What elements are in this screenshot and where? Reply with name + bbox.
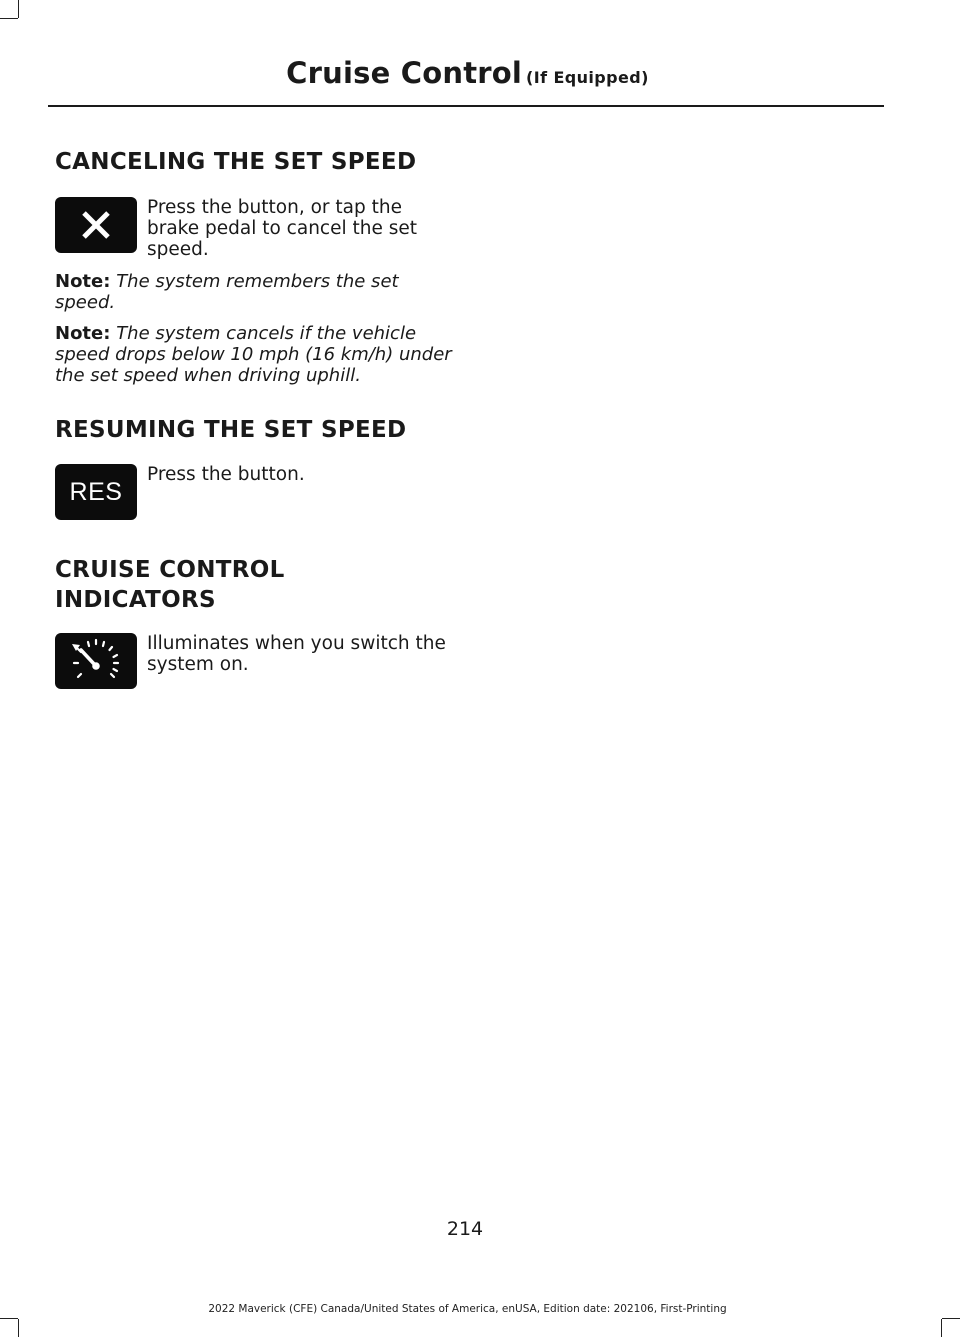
- note-1: [55, 271, 455, 313]
- header-subtitle: (If Equipped): [526, 68, 649, 87]
- canceling-text: Press the button, or tap the brake pedal to cancel the set speed.: [147, 197, 418, 260]
- note-label: Note:: [55, 323, 111, 344]
- note-2: [55, 323, 455, 386]
- page-number: 214: [446, 1218, 484, 1240]
- section-heading-canceling: CANCELING THE SET SPEED: [55, 149, 417, 175]
- res-button-icon: [55, 464, 137, 520]
- cancel-x-glyph: [79, 208, 113, 242]
- crop-mark: [941, 1319, 942, 1337]
- indicators-text: Illuminates when you switch the system on.: [147, 633, 446, 675]
- crop-mark: [18, 0, 19, 18]
- crop-mark: [0, 18, 18, 19]
- heading-line-1: CRUISE CONTROL: [55, 557, 285, 583]
- header-title: Cruise Control: [286, 56, 523, 90]
- res-label: RES: [69, 477, 123, 506]
- page-header: [0, 56, 935, 90]
- cancel-x-icon: [55, 197, 137, 253]
- crop-mark: [942, 1318, 960, 1319]
- speedometer-glyph: [66, 636, 126, 686]
- section-heading-resuming: RESUMING THE SET SPEED: [55, 417, 407, 443]
- note-text: The system remembers the set speed.: [55, 271, 399, 313]
- note-text: The system cancels if the vehicle speed drops below 10 mph (16 km/h) under the set speed when driving uphill.: [55, 323, 452, 386]
- note-label: Note:: [55, 271, 111, 292]
- heading-line-2: INDICATORS: [55, 587, 216, 613]
- crop-mark: [18, 1319, 19, 1337]
- header-rule: [48, 105, 884, 107]
- resuming-text: Press the button.: [147, 464, 305, 485]
- speedometer-icon: [55, 633, 137, 689]
- section-heading-indicators: [55, 555, 455, 615]
- edition-footer: 2022 Maverick (CFE) Canada/United States of America, enUSA, Edition date: 202106, First-Printing: [208, 1303, 727, 1315]
- crop-mark: [0, 1318, 18, 1319]
